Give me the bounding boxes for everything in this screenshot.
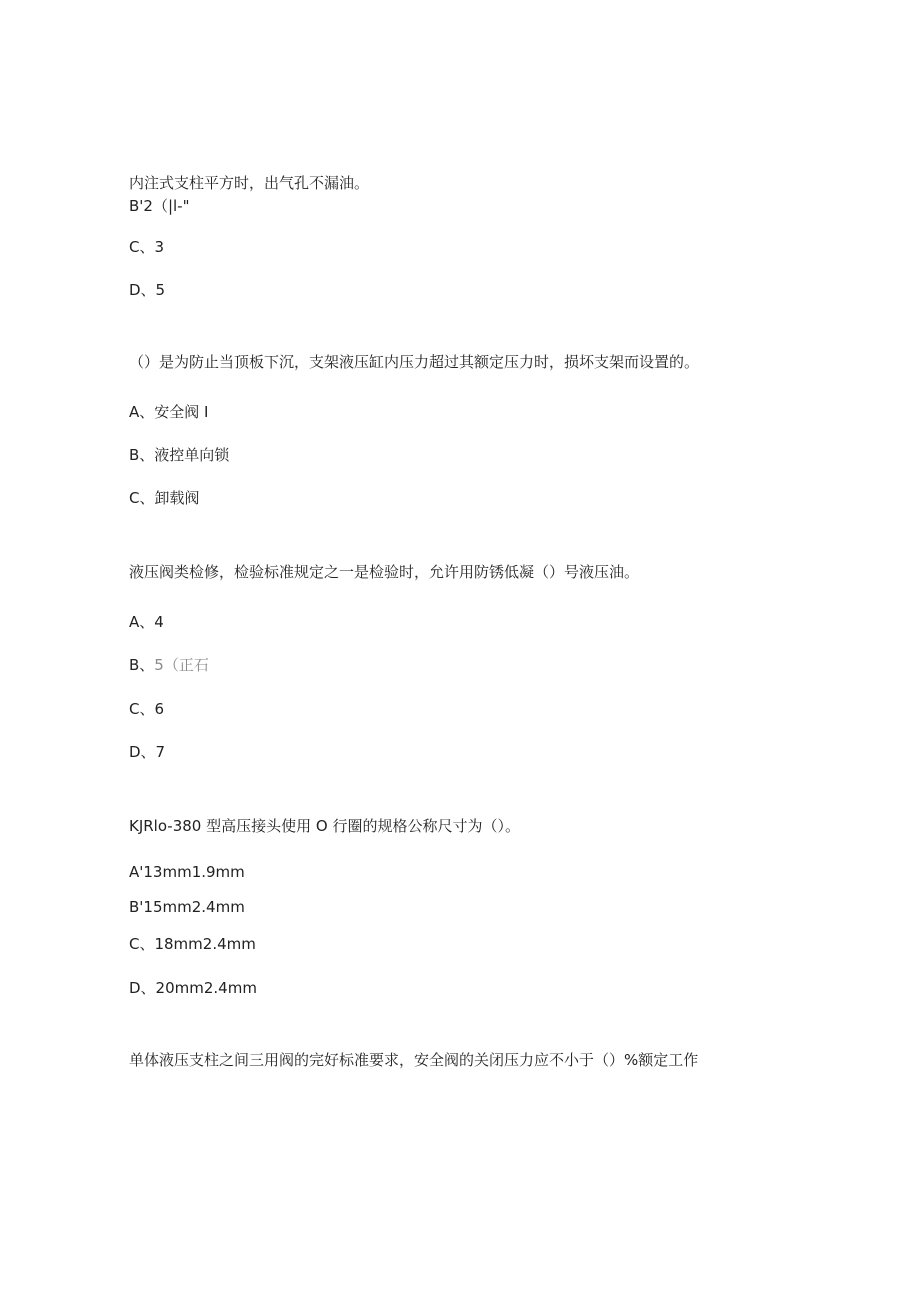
- option-b: B'15mm2.4mm: [129, 898, 245, 916]
- option-d: D、5: [129, 281, 166, 299]
- option-a: A'13mm1.9mm: [129, 863, 245, 881]
- option-b: B'2（|l-": [129, 197, 190, 215]
- option-c: C、6: [129, 700, 165, 718]
- option-a: A、安全阀 I: [129, 403, 209, 421]
- option-text-faint: 5（正石: [154, 656, 209, 674]
- option-c: C、18mm2.4mm: [129, 935, 256, 953]
- option-c: C、3: [129, 238, 165, 256]
- question-stem: （）是为防止当顶板下沉，支架液压缸内压力超过其额定压力时，损坏支架而设置的。: [129, 353, 700, 371]
- question-stem: 内注式支柱平方时，出气孔不漏油。: [129, 174, 370, 192]
- option-b: B、液控单向锁: [129, 446, 230, 464]
- option-label: B、: [129, 656, 155, 674]
- question-stem: 单体液压支柱之间三用阀的完好标准要求，安全阀的关闭压力应不小于（）%额定工作: [129, 1051, 699, 1069]
- option-c: C、卸载阀: [129, 489, 200, 507]
- option-a: A、4: [129, 613, 164, 631]
- question-stem: 液压阀类检修，检验标准规定之一是检验时，允许用防锈低凝（）号液压油。: [129, 563, 640, 581]
- option-d: D、20mm2.4mm: [129, 979, 257, 997]
- question-stem: KJRlo-380 型高压接头使用 O 行圈的规格公称尺寸为（）。: [129, 817, 520, 835]
- option-d: D、7: [129, 743, 166, 761]
- option-b: [129, 655, 209, 675]
